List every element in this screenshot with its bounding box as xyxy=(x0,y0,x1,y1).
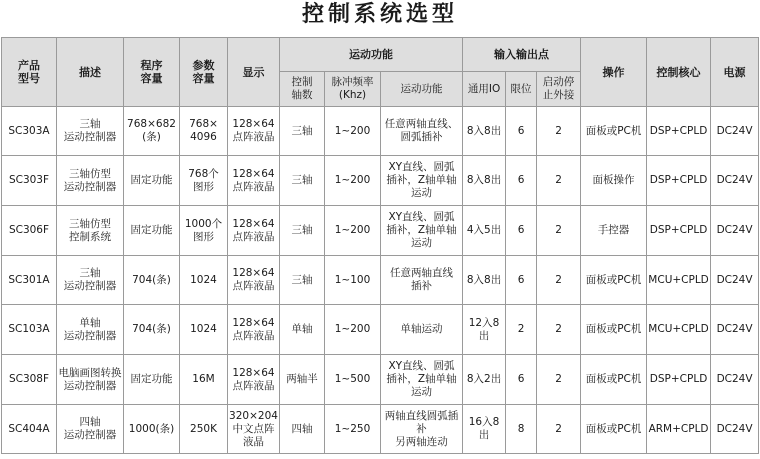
cell-desc: 三轴仿型 控制系统 xyxy=(57,206,124,256)
table-row xyxy=(2,355,759,405)
cell-freq: 1~200 xyxy=(325,107,381,156)
header-pulse-freq: 脉冲频率 (Khz) xyxy=(325,72,381,107)
cell-core: MCU+CPLD xyxy=(647,305,711,355)
cell-func: 任意两轴直线、 圆弧插补 xyxy=(381,107,463,156)
cell-func: 单轴运动 xyxy=(381,305,463,355)
cell-axes: 三轴 xyxy=(280,156,325,206)
header-axes: 控制 轴数 xyxy=(280,72,325,107)
cell-io: 8入8出 xyxy=(463,156,506,206)
cell-core: DSP+CPLD xyxy=(647,107,711,156)
cell-axes: 单轴 xyxy=(280,305,325,355)
table-row xyxy=(2,405,759,454)
cell-desc: 单轴 运动控制器 xyxy=(57,305,124,355)
cell-limit: 6 xyxy=(506,355,537,405)
cell-display: 128×64 点阵液晶 xyxy=(228,256,280,305)
cell-core: ARM+CPLD xyxy=(647,405,711,454)
cell-desc: 三轴 运动控制器 xyxy=(57,107,124,156)
cell-func: XY直线、圆弧 插补，Z轴单轴 运动 xyxy=(381,355,463,405)
cell-freq: 1~250 xyxy=(325,405,381,454)
cell-model: SC301A xyxy=(2,256,57,305)
cell-power: DC24V xyxy=(711,156,759,206)
cell-io: 4入5出 xyxy=(463,206,506,256)
cell-func: 任意两轴直线 插补 xyxy=(381,256,463,305)
cell-power: DC24V xyxy=(711,256,759,305)
header-display: 显示 xyxy=(228,38,280,107)
cell-param: 16M xyxy=(180,355,228,405)
cell-param: 768个 图形 xyxy=(180,156,228,206)
table-row xyxy=(2,256,759,305)
header-io-group: 输入输出点 xyxy=(463,38,581,72)
cell-axes: 三轴 xyxy=(280,256,325,305)
cell-axes: 两轴半 xyxy=(280,355,325,405)
selection-table xyxy=(1,37,759,454)
cell-start-stop: 2 xyxy=(537,107,581,156)
cell-start-stop: 2 xyxy=(537,305,581,355)
cell-axes: 三轴 xyxy=(280,107,325,156)
cell-program: 704(条) xyxy=(124,305,180,355)
cell-model: SC306F xyxy=(2,206,57,256)
table-row xyxy=(2,156,759,206)
cell-io: 8入8出 xyxy=(463,256,506,305)
table-row xyxy=(2,107,759,156)
cell-program: 固定功能 xyxy=(124,156,180,206)
cell-axes: 四轴 xyxy=(280,405,325,454)
header-start-stop: 启动停 止外接 xyxy=(537,72,581,107)
cell-display: 128×64 点阵液晶 xyxy=(228,107,280,156)
cell-program: 704(条) xyxy=(124,256,180,305)
cell-model: SC308F xyxy=(2,355,57,405)
cell-io: 8入8出 xyxy=(463,107,506,156)
cell-limit: 6 xyxy=(506,156,537,206)
cell-core: DSP+CPLD xyxy=(647,156,711,206)
cell-display: 128×64 点阵液晶 xyxy=(228,355,280,405)
cell-limit: 8 xyxy=(506,405,537,454)
cell-io: 16入8出 xyxy=(463,405,506,454)
header-model: 产品 型号 xyxy=(2,38,57,107)
header-desc: 描述 xyxy=(57,38,124,107)
cell-limit: 2 xyxy=(506,305,537,355)
header-program-capacity: 程序 容量 xyxy=(124,38,180,107)
cell-freq: 1~100 xyxy=(325,256,381,305)
cell-model: SC303A xyxy=(2,107,57,156)
cell-operation: 面板或PC机 xyxy=(581,405,647,454)
cell-limit: 6 xyxy=(506,206,537,256)
cell-param: 1000个 图形 xyxy=(180,206,228,256)
cell-program: 768×682 (条) xyxy=(124,107,180,156)
cell-display: 128×64 点阵液晶 xyxy=(228,156,280,206)
cell-power: DC24V xyxy=(711,355,759,405)
cell-desc: 四轴 运动控制器 xyxy=(57,405,124,454)
cell-model: SC303F xyxy=(2,156,57,206)
table-row xyxy=(2,206,759,256)
cell-operation: 面板或PC机 xyxy=(581,305,647,355)
cell-limit: 6 xyxy=(506,107,537,156)
cell-start-stop: 2 xyxy=(537,206,581,256)
cell-core: MCU+CPLD xyxy=(647,256,711,305)
header-motion-func: 运动功能 xyxy=(381,72,463,107)
cell-start-stop: 2 xyxy=(537,156,581,206)
cell-model: SC404A xyxy=(2,405,57,454)
cell-axes: 三轴 xyxy=(280,206,325,256)
cell-param: 1024 xyxy=(180,305,228,355)
cell-desc: 三轴 运动控制器 xyxy=(57,256,124,305)
header-core: 控制核心 xyxy=(647,38,711,107)
cell-start-stop: 2 xyxy=(537,405,581,454)
cell-param: 1024 xyxy=(180,256,228,305)
cell-param: 768× 4096 xyxy=(180,107,228,156)
cell-operation: 面板或PC机 xyxy=(581,355,647,405)
cell-core: DSP+CPLD xyxy=(647,355,711,405)
cell-power: DC24V xyxy=(711,405,759,454)
header-operation: 操作 xyxy=(581,38,647,107)
cell-program: 固定功能 xyxy=(124,355,180,405)
cell-freq: 1~500 xyxy=(325,355,381,405)
cell-func: 两轴直线圆弧插补 另两轴连动 xyxy=(381,405,463,454)
cell-io: 8入2出 xyxy=(463,355,506,405)
cell-start-stop: 2 xyxy=(537,355,581,405)
cell-func: XY直线、圆弧 插补，Z轴单轴 运动 xyxy=(381,206,463,256)
cell-model: SC103A xyxy=(2,305,57,355)
page-title: 控制系统选型 xyxy=(301,2,458,27)
cell-desc: 电脑画图转换 运动控制器 xyxy=(57,355,124,405)
cell-func: XY直线、圆弧 插补，Z轴单轴 运动 xyxy=(381,156,463,206)
cell-power: DC24V xyxy=(711,305,759,355)
cell-program: 1000(条) xyxy=(124,405,180,454)
cell-start-stop: 2 xyxy=(537,256,581,305)
cell-io: 12入8出 xyxy=(463,305,506,355)
cell-operation: 手控器 xyxy=(581,206,647,256)
cell-param: 250K xyxy=(180,405,228,454)
cell-freq: 1~200 xyxy=(325,156,381,206)
header-motion-group: 运动功能 xyxy=(280,38,463,72)
cell-operation: 面板操作 xyxy=(581,156,647,206)
header-power: 电源 xyxy=(711,38,759,107)
cell-operation: 面板或PC机 xyxy=(581,107,647,156)
cell-freq: 1~200 xyxy=(325,305,381,355)
header-param-capacity: 参数 容量 xyxy=(180,38,228,107)
cell-desc: 三轴仿型 运动控制器 xyxy=(57,156,124,206)
cell-freq: 1~200 xyxy=(325,206,381,256)
table-row xyxy=(2,305,759,355)
cell-operation: 面板或PC机 xyxy=(581,256,647,305)
cell-power: DC24V xyxy=(711,107,759,156)
cell-display: 320×204 中文点阵液晶 xyxy=(228,405,280,454)
cell-display: 128×64 点阵液晶 xyxy=(228,305,280,355)
cell-power: DC24V xyxy=(711,206,759,256)
cell-display: 128×64 点阵液晶 xyxy=(228,206,280,256)
cell-core: DSP+CPLD xyxy=(647,206,711,256)
header-general-io: 通用IO xyxy=(463,72,506,107)
header-limit: 限位 xyxy=(506,72,537,107)
cell-program: 固定功能 xyxy=(124,206,180,256)
cell-limit: 6 xyxy=(506,256,537,305)
